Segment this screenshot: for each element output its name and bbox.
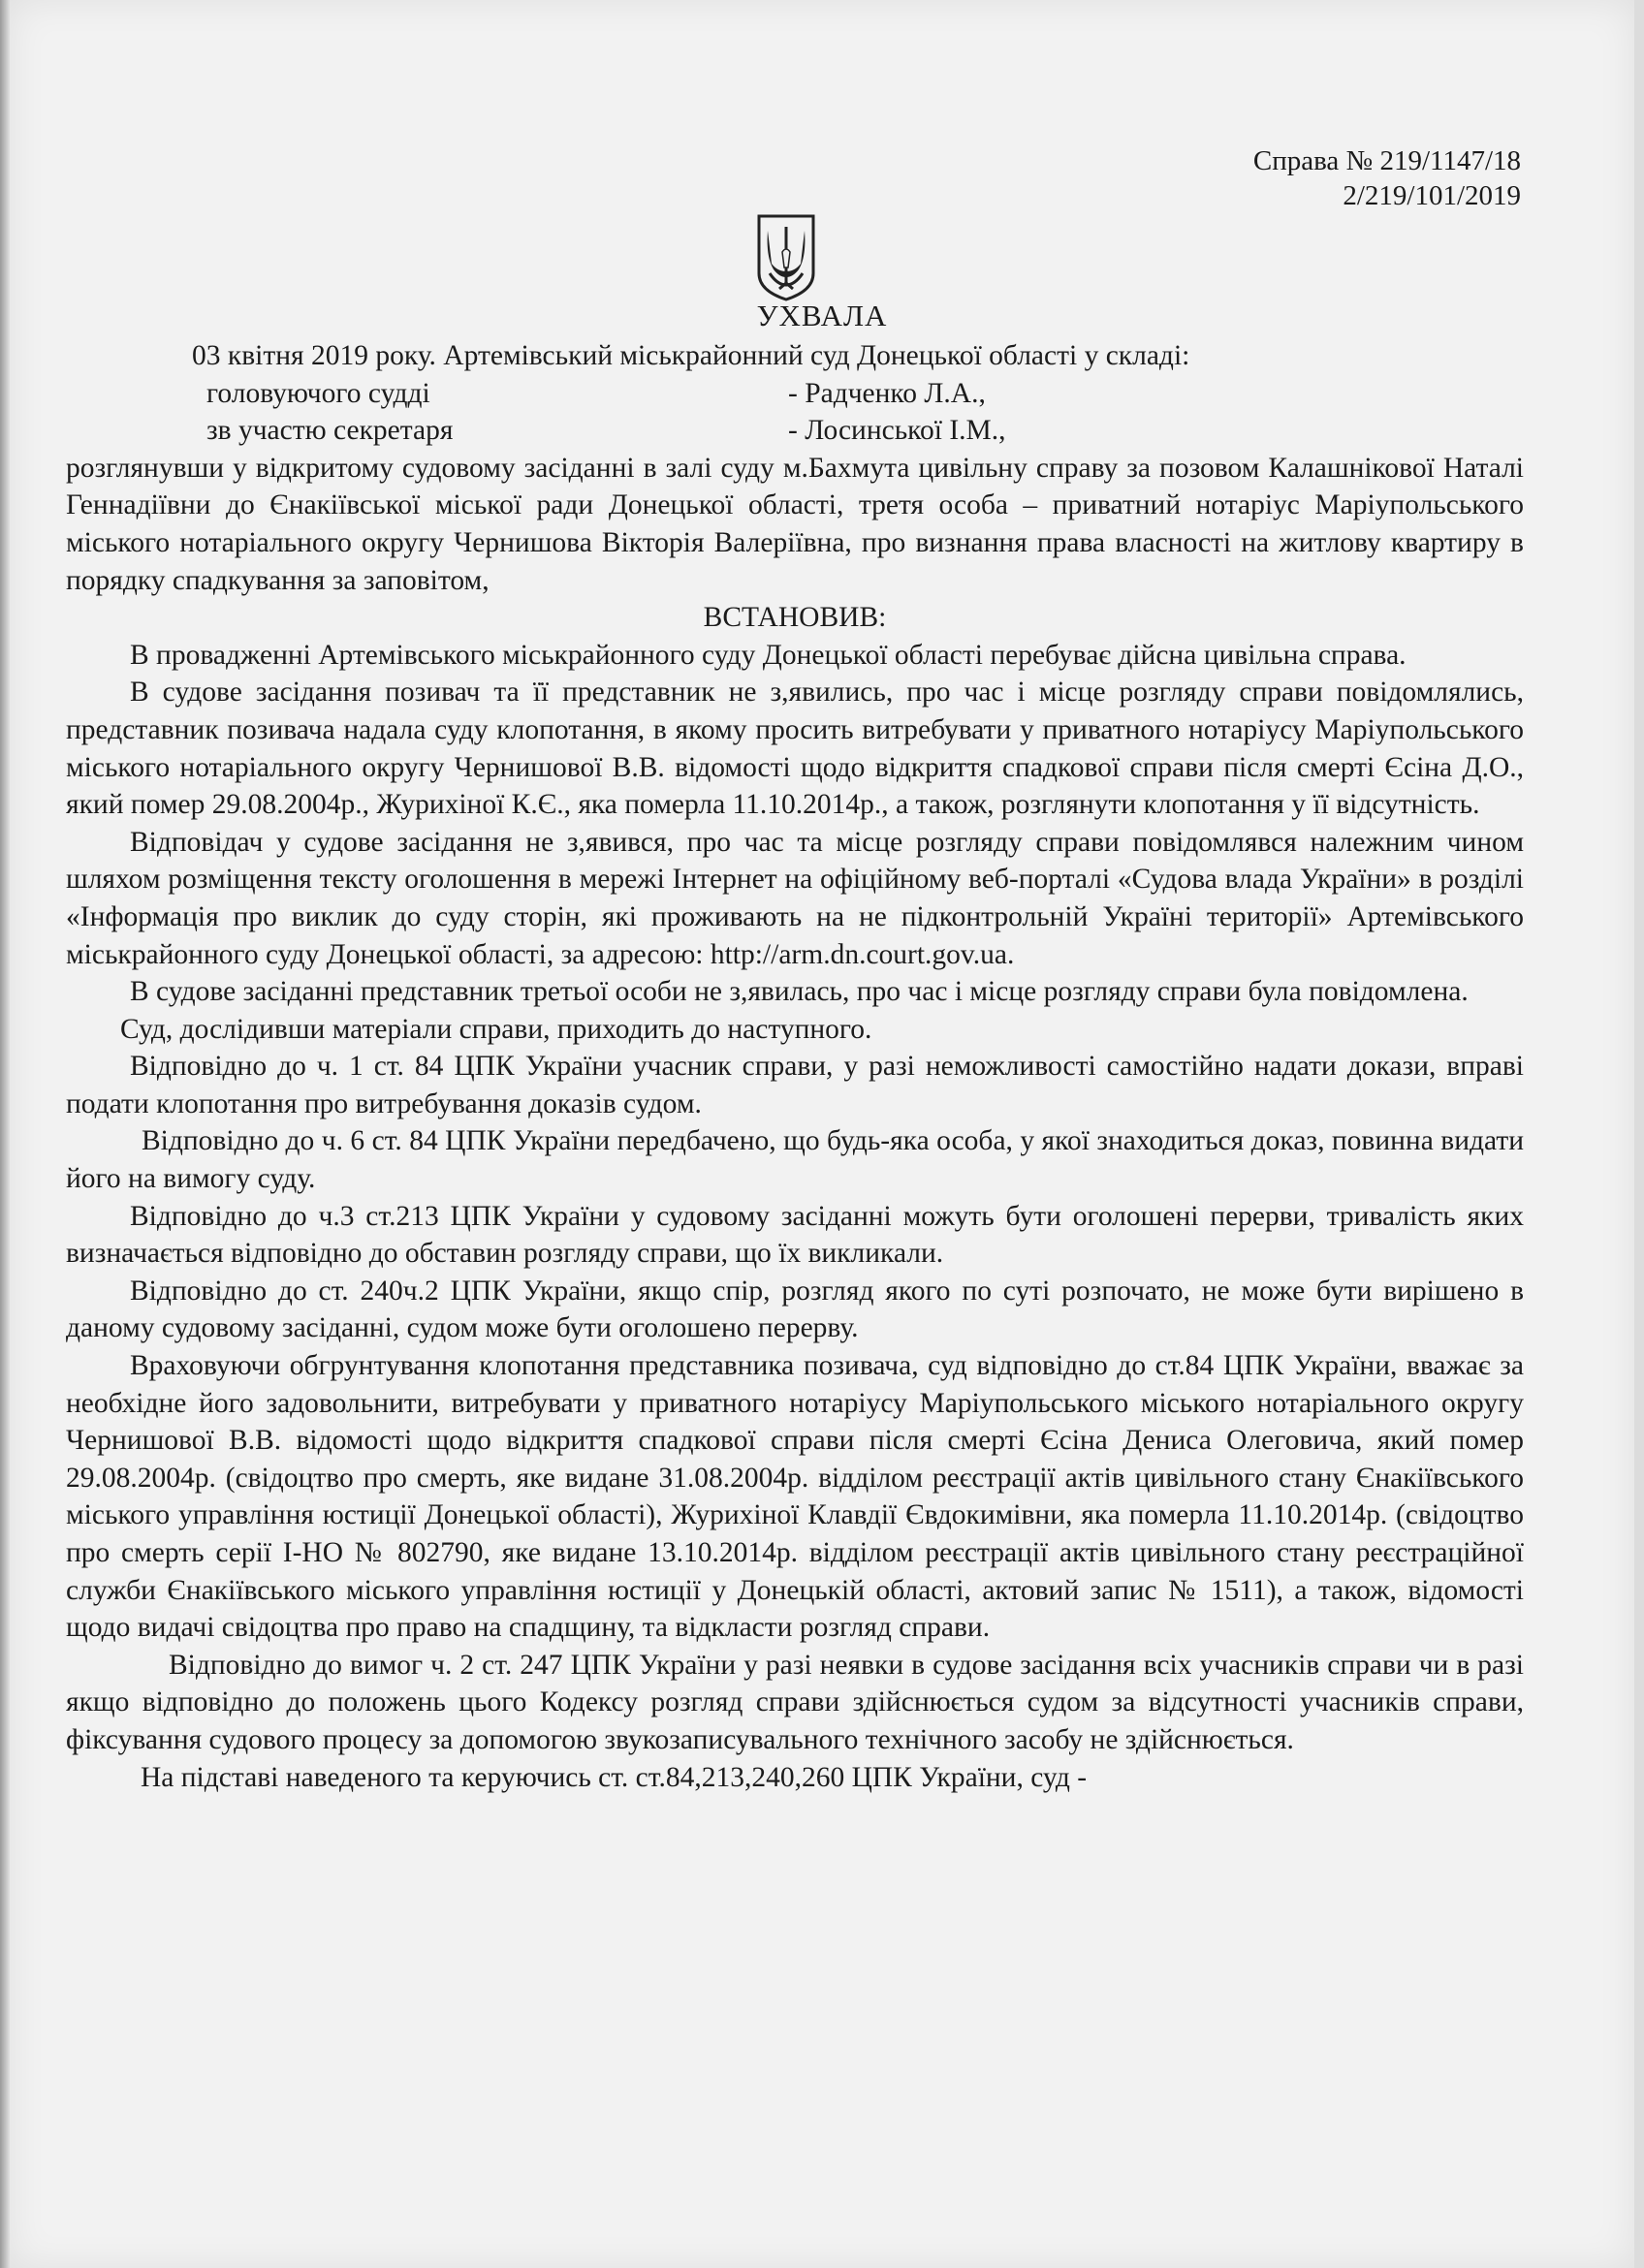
- scan-edge: [0, 0, 10, 2268]
- considered-paragraph: розглянувши у відкритому судовому засіданні в залі суду м.Бахмута цивільну справу за позовом Калашнікової Наталі Геннадіївни до Єнакіївської міської ради Донецької області, третя особа – приватний нотаріус Маріупольського міського нотаріального округу Чернишова Вікторія Валеріївна, про визнання права власності на житлову квартиру в порядку спадкування за заповітом,: [66, 452, 1524, 596]
- document-body: [66, 337, 1524, 1796]
- secretary-row: [66, 412, 1524, 450]
- judge-row: [66, 375, 1524, 413]
- intro-date-court: 03 квітня 2019 року. Артемівський міськрайонний суд Донецької області у складі:: [192, 340, 1190, 371]
- document-title: УХВАЛА: [756, 299, 888, 332]
- case-number: Справа № 219/1147/18: [1252, 145, 1521, 176]
- secretary-label: зв участю секретаря: [206, 415, 454, 447]
- proceeding-number: 2/219/101/2019: [1343, 180, 1521, 211]
- paragraph: В провадженні Артемівського міськрайонного суду Донецької області перебуває дійсна цивільна справа.: [130, 639, 1407, 671]
- paragraph: Відповідач у судове засідання не з,явився, про час та місце розгляду справи повідомлявся належним чином шляхом розміщення тексту оголошення в мережі Інтернет на офіційному веб-порталі «Судова влада України» в розділі «Інформація про виклик до суду сторін, які проживають на не підконтрольній Україні території» Артемівського міськрайонного суду Донецької області, за адресою: http://arm.dn.court.gov.ua.: [66, 826, 1524, 970]
- paragraph: Відповідно до ч. 6 ст. 84 ЦПК України передбачено, що будь-яка особа, у якої знаходиться доказ, повинна видати його на вимогу суду.: [66, 1125, 1524, 1195]
- paragraph: Відповідно до вимог ч. 2 ст. 247 ЦПК України у разі неявки в судове засідання всіх учасників справи чи в разі якщо відповідно до положень цього Кодексу розгляд справи здійснюється судом за відсутності учасників справи, фіксування судового процесу за допомогою звукозаписувального технічного засобу не здійснюється.: [66, 1649, 1524, 1755]
- paragraph: В судове засіданні представник третьої особи не з,явилась, про час і місце розгляду справи була повідомлена.: [130, 976, 1469, 1008]
- case-number-block: [1253, 143, 1521, 213]
- paragraph: Відповідно до ст. 240ч.2 ЦПК України, якщо спір, розгляд якого по суті розпочато, не може бути вирішено в даному судовому засіданні, судом може бути оголошено перерву.: [66, 1275, 1524, 1344]
- section-title: ВСТАНОВИВ:: [703, 602, 887, 634]
- paragraph: Суд, дослідивши матеріали справи, приходить до наступного.: [120, 1013, 872, 1045]
- paragraph: Відповідно до ч. 1 ст. 84 ЦПК України учасник справи, у разі неможливості самостійно надати докази, вправі подати клопотання про витребування доказів судом.: [66, 1051, 1524, 1119]
- trident-coat-of-arms-icon: [756, 213, 816, 302]
- secretary-name: - Лосинської І.М.,: [788, 415, 1006, 447]
- paragraph: Відповідно до ч.3 ст.213 ЦПК України у судовому засіданні можуть бути оголошені перерви, тривалість яких визначається відповідно до обставин розгляду справи, що їх викликали.: [66, 1200, 1524, 1270]
- paragraph: Враховуючи обгрунтування клопотання представника позивача, суд відповідно до ст.84 ЦПК України, вважає за необхідне його задовольнити, витребувати у приватного нотаріусу Маріупольського міського нотаріального округу Чернишової В.В. відомості щодо відкриття спадкової справи після смерті Єсіна Дениса Олеговича, який помер 29.08.2004р. (свідоцтво про смерть, яке видане 31.08.2004р. відділом реєстрації актів цивільного стану Єнакіївського міського управління юстиції Донецької області), Журихіної Клавдії Євдокимівни, яка померла 11.10.2014р. (свідоцтво про смерть серії І-НО № 802790, яке видане 13.10.2014р. відділом реєстрації актів цивільного стану реєстраційної служби Єнакіївського міського управління юстиції у Донецькій області, актовий запис № 1511), а також, відомості щодо видачі свідоцтва про право на спадщину, та відкласти розгляд справи.: [66, 1350, 1524, 1644]
- judge-name: - Радченко Л.А.,: [788, 377, 986, 409]
- paragraph: На підставі наведеного та керуючись ст. ст.84,213,240,260 ЦПК України, суд -: [141, 1761, 1088, 1793]
- judge-label: головуючого судді: [206, 377, 430, 409]
- paragraph: В судове засідання позивач та її представник не з,явились, про час і місце розгляду справи повідомлялись, представник позивача надала суду клопотання, в якому просить витребувати у приватного нотаріусу Маріупольського міського нотаріального округу Чернишової В.В. відомості щодо відкриття спадкової справи після смерті Єсіна Д.О., який помер 29.08.2004р., Журихіної К.Є., яка померла 11.10.2014р., а також, розглянути клопотання у її відсутність.: [66, 677, 1524, 821]
